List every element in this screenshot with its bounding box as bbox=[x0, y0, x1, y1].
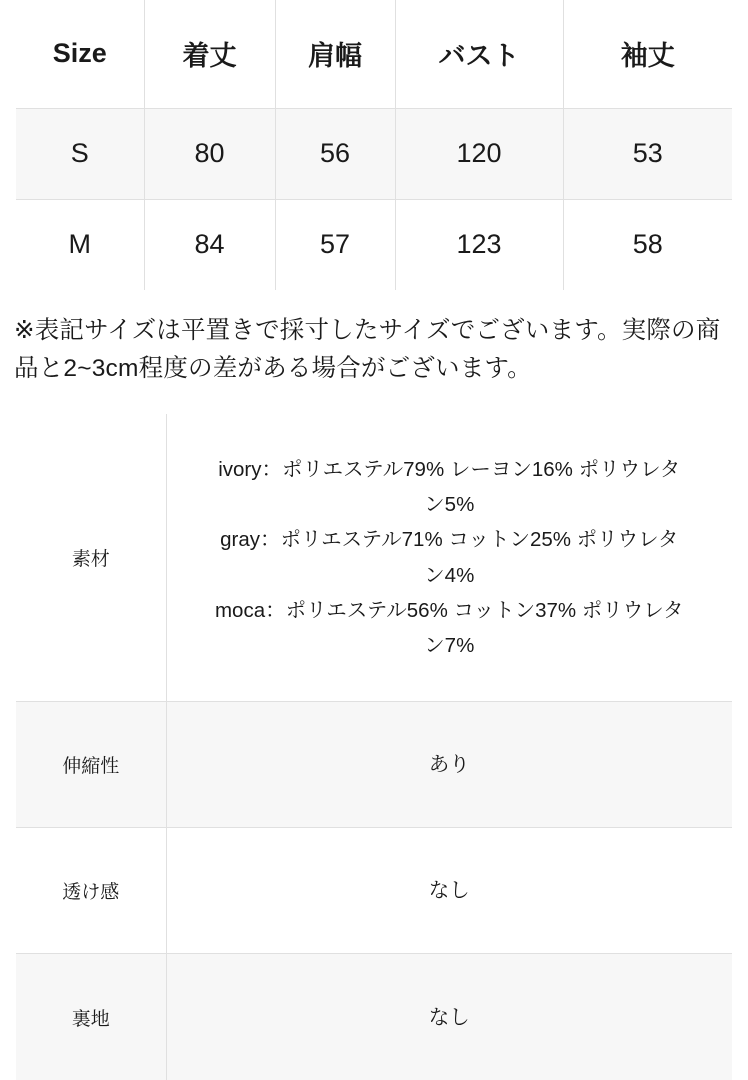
table-row bbox=[16, 828, 732, 954]
table-row bbox=[16, 954, 732, 1080]
size-cell-s-bust: 120 bbox=[395, 108, 563, 199]
material-line-5: moca：ポリエステル56% コットン37% ポリウレタ bbox=[214, 598, 684, 622]
spec-label-lining: 裏地 bbox=[16, 954, 166, 1080]
size-cell-m-size: M bbox=[16, 199, 144, 290]
spec-label-material: 素材 bbox=[16, 414, 166, 702]
spec-value-material bbox=[166, 414, 732, 702]
table-row bbox=[16, 414, 732, 702]
material-line-1: ivory：ポリエステル79% レーヨン16% ポリウレタ bbox=[218, 457, 681, 481]
size-table-header-bust: バスト bbox=[395, 0, 563, 108]
size-cell-m-length: 84 bbox=[144, 199, 275, 290]
size-table-header-size: Size bbox=[16, 0, 144, 108]
size-cell-s-shoulder: 56 bbox=[275, 108, 395, 199]
table-row bbox=[16, 199, 732, 290]
material-line-6: ン7% bbox=[424, 634, 475, 658]
size-measurement-table bbox=[16, 0, 732, 290]
spec-value-lining: なし bbox=[166, 954, 732, 1080]
size-table-header-shoulder: 肩幅 bbox=[275, 0, 395, 108]
material-line-4: ン4% bbox=[424, 563, 475, 587]
spec-label-stretch: 伸縮性 bbox=[16, 702, 166, 828]
product-detail-table bbox=[16, 414, 732, 1080]
size-cell-m-bust: 123 bbox=[395, 199, 563, 290]
size-cell-m-sleeve: 58 bbox=[563, 199, 732, 290]
table-row bbox=[16, 702, 732, 828]
spec-label-sheerness: 透け感 bbox=[16, 828, 166, 954]
measurement-note: ※表記サイズは平置きで採寸したサイズでございます。実際の商品と2~3cm程度の差がある場合がございます。 bbox=[14, 317, 721, 382]
size-table-header-row bbox=[16, 0, 732, 108]
spec-value-stretch: あり bbox=[166, 702, 732, 828]
size-cell-s-sleeve: 53 bbox=[563, 108, 732, 199]
size-table-header-sleeve: 袖丈 bbox=[563, 0, 732, 108]
material-line-3: gray：ポリエステル71% コットン25% ポリウレタ bbox=[220, 528, 679, 552]
table-row bbox=[16, 108, 732, 199]
size-table-header-length: 着丈 bbox=[144, 0, 275, 108]
size-cell-s-size: S bbox=[16, 108, 144, 199]
spec-value-sheerness: なし bbox=[166, 828, 732, 954]
size-cell-m-shoulder: 57 bbox=[275, 199, 395, 290]
size-cell-s-length: 80 bbox=[144, 108, 275, 199]
material-line-2: ン5% bbox=[424, 493, 475, 517]
